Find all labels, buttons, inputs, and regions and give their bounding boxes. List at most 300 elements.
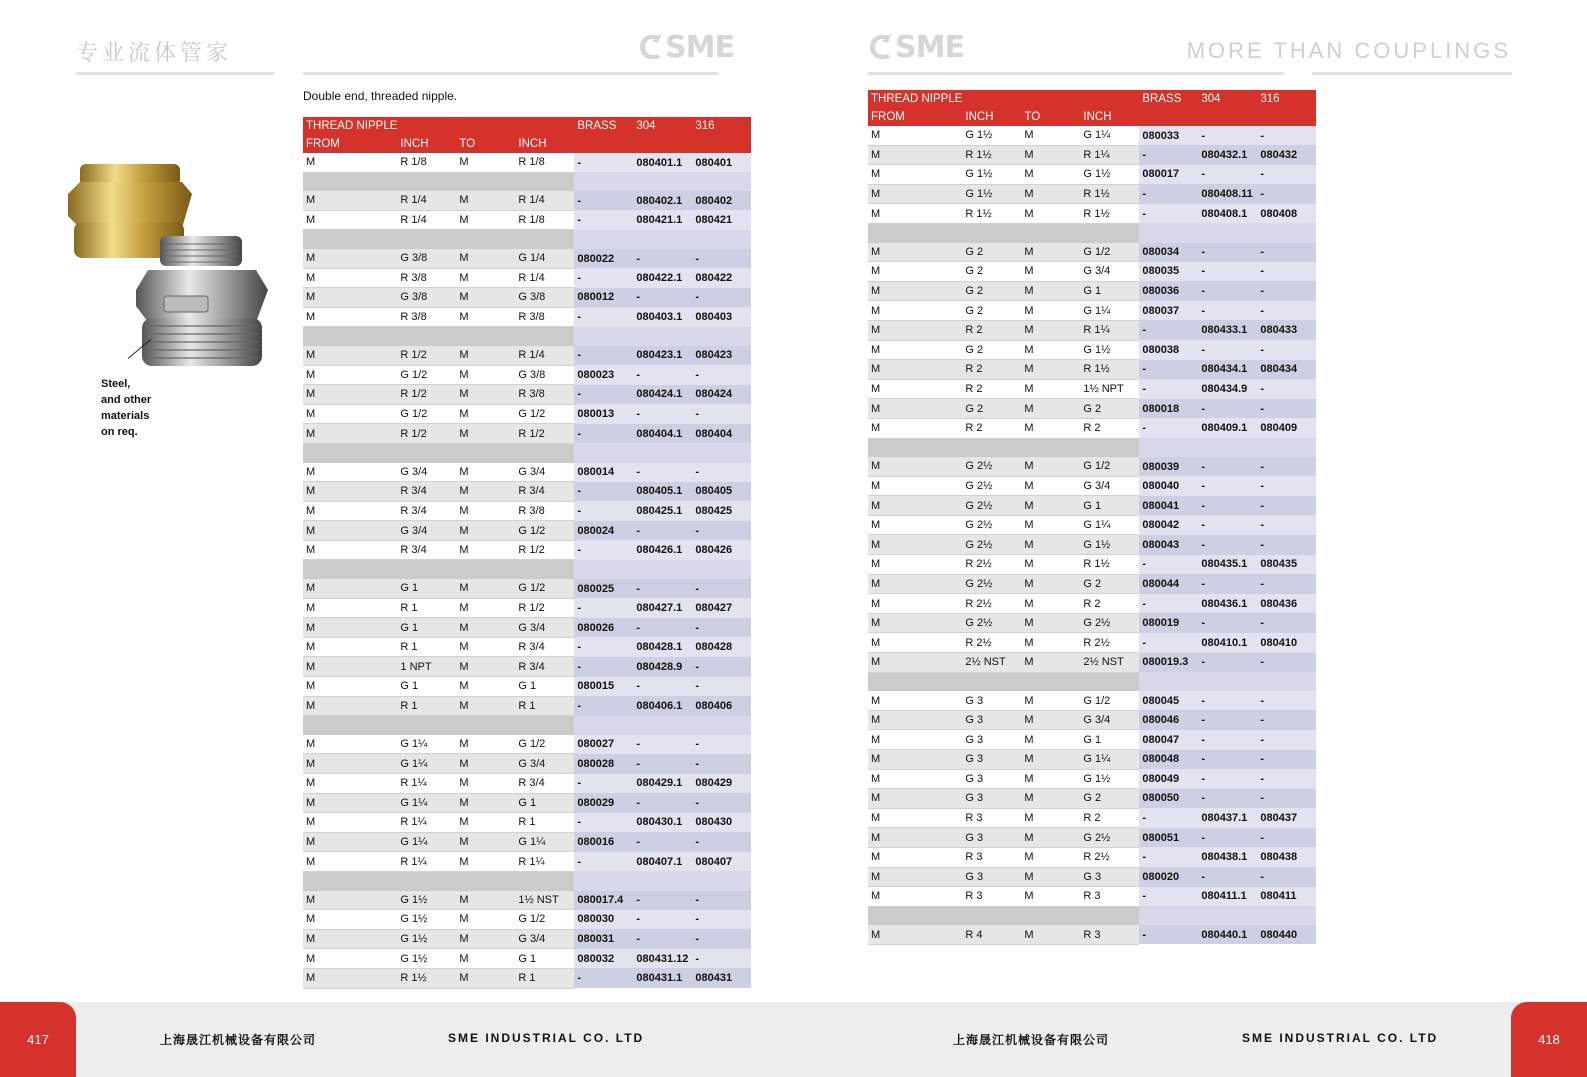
- table-cell: -: [633, 618, 692, 638]
- table-cell: [515, 327, 574, 346]
- table-cell: -: [633, 677, 692, 697]
- table-cell: R 1¼: [1080, 145, 1139, 165]
- table-row: [303, 424, 751, 444]
- table-cell: G 2: [1080, 574, 1139, 594]
- table-cell: M: [303, 424, 397, 444]
- table-cell: G 1/2: [515, 910, 574, 930]
- table-cell: M: [1021, 204, 1080, 224]
- table-cell: 080408.11: [1198, 184, 1257, 204]
- table-cell: M: [1021, 457, 1080, 476]
- table-row: [303, 968, 751, 988]
- table-cell: -: [1198, 730, 1257, 750]
- table-cell: 080017.4: [574, 891, 633, 910]
- table-cell: -: [574, 482, 633, 502]
- table-cell: M: [303, 968, 397, 988]
- table-cell: M: [303, 774, 397, 794]
- table-cell: R 1/2: [397, 385, 456, 405]
- table-cell: [515, 443, 574, 462]
- table-cell: M: [303, 910, 397, 930]
- table-cell: G 1½: [397, 949, 456, 969]
- table-cell: 080435: [1257, 555, 1316, 575]
- table-header-cell: THREAD NIPPLE: [868, 90, 962, 108]
- table-cell: [1139, 223, 1198, 242]
- table-cell: -: [574, 501, 633, 521]
- table-cell: 080436: [1257, 594, 1316, 614]
- table-cell: M: [456, 968, 515, 988]
- table-row: [868, 243, 1316, 262]
- table-cell: [397, 716, 456, 735]
- table-cell: [574, 560, 633, 579]
- table-header-cell: 304: [1198, 90, 1257, 108]
- table-cell: G 3/4: [515, 754, 574, 774]
- table-cell: M: [456, 501, 515, 521]
- table-cell: G 1¼: [1080, 515, 1139, 535]
- table-cell: [1257, 906, 1316, 925]
- table-cell: M: [1021, 301, 1080, 321]
- table-header-cell: [1080, 90, 1139, 108]
- table-cell: 080024: [574, 521, 633, 541]
- table-cell: -: [692, 579, 751, 598]
- table-header-cell: INCH: [1080, 108, 1139, 126]
- table-cell: [868, 906, 962, 925]
- table-cell: -: [1257, 535, 1316, 555]
- table-cell: [692, 172, 751, 191]
- table-cell: G 3: [962, 691, 1021, 710]
- logo-right: [868, 30, 964, 64]
- table-cell: R 2: [962, 418, 1021, 438]
- table-cell: M: [868, 476, 962, 496]
- table-cell: 080027: [574, 735, 633, 754]
- table-cell: [456, 716, 515, 735]
- table-row: [868, 360, 1316, 380]
- table-cell: 080040: [1139, 476, 1198, 496]
- table-cell: G 1½: [397, 929, 456, 949]
- table-row: [868, 769, 1316, 789]
- table-row: [868, 847, 1316, 867]
- table-cell: M: [456, 657, 515, 677]
- table-cell: G 2½: [1080, 828, 1139, 848]
- table-row: [303, 637, 751, 657]
- table-cell: -: [633, 754, 692, 774]
- table-cell: R 1½: [962, 145, 1021, 165]
- table-cell: [515, 172, 574, 191]
- table-cell: M: [1021, 535, 1080, 555]
- table-cell: M: [303, 637, 397, 657]
- table-header-row: [868, 108, 1316, 126]
- table-cell: [515, 716, 574, 735]
- table-cell: M: [1021, 574, 1080, 594]
- table-cell: 080438: [1257, 847, 1316, 867]
- table-cell: -: [1257, 262, 1316, 282]
- table-cell: -: [1257, 165, 1316, 185]
- table-cell: -: [633, 735, 692, 754]
- table-cell: 080424: [692, 385, 751, 405]
- table-cell: R 1¼: [397, 813, 456, 833]
- table-cell: R 3/4: [515, 657, 574, 677]
- table-row: [303, 657, 751, 677]
- table-cell: R 1/2: [397, 424, 456, 444]
- table-cell: M: [456, 929, 515, 949]
- table-cell: -: [692, 404, 751, 424]
- table-cell: M: [456, 365, 515, 385]
- table-spacer-row: [303, 230, 751, 249]
- table-cell: G 2½: [962, 535, 1021, 555]
- table-cell: M: [868, 496, 962, 516]
- footer-company-cn-left: 上海晟江机械设备有限公司: [160, 1033, 317, 1047]
- table-cell: [303, 560, 397, 579]
- table-cell: 080403: [692, 307, 751, 327]
- table-header-cell: TO: [456, 135, 515, 153]
- table-cell: 080405: [692, 482, 751, 502]
- table-cell: 080437.1: [1198, 808, 1257, 828]
- table-cell: M: [303, 949, 397, 969]
- table-cell: -: [1257, 340, 1316, 360]
- table-cell: M: [303, 365, 397, 385]
- table-cell: 080432.1: [1198, 145, 1257, 165]
- table-row: [868, 653, 1316, 673]
- table-cell: 080427.1: [633, 598, 692, 618]
- logo-left: [638, 30, 734, 64]
- table-cell: G 3: [962, 769, 1021, 789]
- table-cell: G 2½: [962, 496, 1021, 516]
- table-cell: M: [456, 754, 515, 774]
- table-cell: 080408: [1257, 204, 1316, 224]
- table-cell: -: [1257, 457, 1316, 476]
- table-cell: [515, 871, 574, 890]
- table-cell: -: [692, 677, 751, 697]
- table-cell: 080426.1: [633, 540, 692, 560]
- table-cell: [303, 230, 397, 249]
- table-cell: M: [868, 262, 962, 282]
- table-cell: G 3/4: [397, 521, 456, 541]
- table-cell: G 3/4: [1080, 710, 1139, 730]
- table-cell: -: [633, 793, 692, 813]
- table-cell: G 1: [397, 579, 456, 598]
- table-cell: [633, 172, 692, 191]
- table-cell: G 1¼: [1080, 301, 1139, 321]
- product-subtitle: Double end, threaded nipple.: [303, 89, 458, 103]
- table-cell: M: [868, 867, 962, 887]
- table-cell: -: [574, 210, 633, 230]
- table-cell: 080424.1: [633, 385, 692, 405]
- table-cell: M: [1021, 691, 1080, 710]
- table-row: [303, 852, 751, 872]
- table-cell: M: [456, 852, 515, 872]
- table-cell: G 1: [515, 677, 574, 697]
- table-cell: R 3/4: [515, 774, 574, 794]
- table-cell: -: [1198, 535, 1257, 555]
- table-cell: R 1: [515, 968, 574, 988]
- table-row: [303, 929, 751, 949]
- table-row: [303, 404, 751, 424]
- table-cell: 080411.1: [1198, 887, 1257, 907]
- table-cell: -: [1198, 574, 1257, 594]
- table-row: [303, 754, 751, 774]
- table-cell: G 1: [515, 793, 574, 813]
- table-cell: G 2½: [962, 515, 1021, 535]
- table-cell: G 2½: [962, 457, 1021, 476]
- table-spacer-row: [303, 327, 751, 346]
- table-cell: M: [456, 288, 515, 308]
- nipple-table-right: [868, 90, 1316, 945]
- table-cell: R 2: [1080, 808, 1139, 828]
- table-header-cell: [633, 135, 692, 153]
- table-cell: M: [303, 540, 397, 560]
- table-cell: [515, 230, 574, 249]
- table-cell: M: [868, 515, 962, 535]
- table-cell: M: [868, 535, 962, 555]
- table-cell: 080410: [1257, 633, 1316, 653]
- table-cell: G 2: [1080, 789, 1139, 809]
- table-cell: M: [456, 210, 515, 230]
- table-row: [868, 710, 1316, 730]
- table-cell: [574, 871, 633, 890]
- table-cell: M: [456, 385, 515, 405]
- table-cell: M: [868, 340, 962, 360]
- table-cell: [574, 172, 633, 191]
- table-cell: -: [1198, 457, 1257, 476]
- table-header-cell: [1139, 108, 1198, 126]
- table-header-cell: INCH: [397, 135, 456, 153]
- table-cell: 080030: [574, 910, 633, 930]
- table-cell: M: [1021, 340, 1080, 360]
- table-cell: 080434.9: [1198, 379, 1257, 399]
- table-cell: G 3/4: [515, 929, 574, 949]
- table-cell: R 2: [962, 379, 1021, 399]
- table-cell: -: [1139, 808, 1198, 828]
- table-cell: M: [868, 379, 962, 399]
- table-cell: [456, 230, 515, 249]
- header-rule-right-2: [1312, 72, 1512, 75]
- table-cell: M: [303, 482, 397, 502]
- table-cell: 080035: [1139, 262, 1198, 282]
- table-cell: M: [303, 793, 397, 813]
- table-cell: G 1/2: [397, 365, 456, 385]
- table-cell: G 1/2: [1080, 243, 1139, 262]
- table-cell: -: [692, 910, 751, 930]
- header-slogan-cn: 专业流体管家: [76, 41, 233, 66]
- table-cell: -: [1198, 165, 1257, 185]
- table-cell: M: [1021, 633, 1080, 653]
- table-cell: M: [1021, 769, 1080, 789]
- table-cell: M: [1021, 281, 1080, 301]
- table-spacer-row: [303, 443, 751, 462]
- table-cell: G 1: [515, 949, 574, 969]
- table-cell: M: [456, 774, 515, 794]
- table-cell: 080407.1: [633, 852, 692, 872]
- table-cell: 080019.3: [1139, 653, 1198, 673]
- table-cell: -: [1139, 555, 1198, 575]
- table-cell: [633, 230, 692, 249]
- table-row: [868, 574, 1316, 594]
- table-cell: R 3/8: [397, 307, 456, 327]
- table-cell: 080433.1: [1198, 320, 1257, 340]
- table-cell: R 3/4: [397, 501, 456, 521]
- table-cell: [692, 230, 751, 249]
- table-cell: [1198, 438, 1257, 457]
- table-cell: -: [692, 891, 751, 910]
- table-cell: 080405.1: [633, 482, 692, 502]
- table-cell: R 1/2: [515, 540, 574, 560]
- table-spacer-row: [868, 672, 1316, 691]
- table-cell: G 1: [1080, 281, 1139, 301]
- table-cell: M: [456, 891, 515, 910]
- table-cell: R 1: [397, 637, 456, 657]
- table-cell: M: [456, 153, 515, 172]
- table-cell: M: [303, 657, 397, 677]
- table-cell: 080433: [1257, 320, 1316, 340]
- table-cell: M: [303, 307, 397, 327]
- table-cell: -: [1139, 418, 1198, 438]
- table-cell: 080012: [574, 288, 633, 308]
- table-cell: M: [303, 268, 397, 288]
- table-cell: M: [1021, 653, 1080, 673]
- table-cell: [574, 443, 633, 462]
- table-cell: -: [574, 774, 633, 794]
- table-cell: G 2½: [962, 476, 1021, 496]
- table-cell: 080029: [574, 793, 633, 813]
- table-cell: -: [1139, 360, 1198, 380]
- table-cell: -: [1257, 769, 1316, 789]
- table-cell: M: [868, 281, 962, 301]
- table-cell: M: [303, 735, 397, 754]
- table-cell: 080038: [1139, 340, 1198, 360]
- table-cell: -: [633, 249, 692, 268]
- table-cell: G 3/4: [515, 618, 574, 638]
- table-cell: R 3/8: [397, 268, 456, 288]
- table-cell: M: [456, 346, 515, 365]
- table-cell: 080014: [574, 463, 633, 482]
- table-cell: R 1/8: [515, 153, 574, 172]
- page-number-left: 417: [0, 1002, 76, 1077]
- table-cell: G 1½: [962, 184, 1021, 204]
- logo-text: SME: [665, 29, 734, 65]
- table-cell: [397, 871, 456, 890]
- table-cell: -: [1198, 710, 1257, 730]
- table-cell: M: [868, 204, 962, 224]
- table-cell: G 3: [1080, 867, 1139, 887]
- table-cell: -: [574, 268, 633, 288]
- table-cell: M: [868, 574, 962, 594]
- material-note-line: on req.: [101, 426, 138, 438]
- table-cell: -: [1257, 574, 1316, 594]
- logo-text: SME: [895, 29, 964, 65]
- footer-company-cn-right: 上海晟江机械设备有限公司: [953, 1033, 1110, 1047]
- table-cell: M: [1021, 184, 1080, 204]
- table-cell: [1198, 223, 1257, 242]
- table-header-cell: BRASS: [1139, 90, 1198, 108]
- table-cell: M: [456, 598, 515, 618]
- table-cell: [1021, 438, 1080, 457]
- table-cell: G 1/2: [1080, 691, 1139, 710]
- table-cell: 2½ NST: [962, 653, 1021, 673]
- table-header-cell: INCH: [515, 135, 574, 153]
- table-cell: M: [868, 653, 962, 673]
- table-cell: G 1/2: [515, 521, 574, 541]
- table-cell: M: [868, 399, 962, 419]
- table-cell: M: [456, 463, 515, 482]
- table-cell: R 1½: [1080, 184, 1139, 204]
- table-cell: -: [1257, 653, 1316, 673]
- table-cell: M: [303, 813, 397, 833]
- table-cell: 080016: [574, 832, 633, 852]
- table-cell: [574, 716, 633, 735]
- table-cell: 080043: [1139, 535, 1198, 555]
- table-cell: 080036: [1139, 281, 1198, 301]
- table-cell: R 3: [962, 847, 1021, 867]
- table-cell: G 1: [397, 677, 456, 697]
- table-row: [303, 385, 751, 405]
- table-cell: [962, 438, 1021, 457]
- table-cell: 080421: [692, 210, 751, 230]
- table-cell: [303, 443, 397, 462]
- table-row: [303, 482, 751, 502]
- table-row: [303, 949, 751, 969]
- table-cell: R 1/4: [397, 191, 456, 210]
- table-cell: 2½ NST: [1080, 653, 1139, 673]
- table-row: [303, 365, 751, 385]
- table-cell: G 1/2: [515, 735, 574, 754]
- table-cell: -: [1257, 126, 1316, 145]
- table-row: [303, 501, 751, 521]
- table-cell: G 1½: [1080, 340, 1139, 360]
- table-cell: G 2: [1080, 399, 1139, 419]
- table-cell: 080428: [692, 637, 751, 657]
- table-cell: M: [456, 910, 515, 930]
- table-cell: G 3: [962, 710, 1021, 730]
- table-cell: R 2: [962, 320, 1021, 340]
- table-cell: M: [868, 730, 962, 750]
- table-header-cell: [515, 117, 574, 135]
- table-row: [868, 165, 1316, 185]
- table-cell: 080019: [1139, 613, 1198, 633]
- table-cell: M: [1021, 808, 1080, 828]
- table-cell: -: [574, 813, 633, 833]
- table-cell: [1080, 672, 1139, 691]
- table-spacer-row: [868, 223, 1316, 242]
- table-cell: M: [456, 540, 515, 560]
- table-cell: 080051: [1139, 828, 1198, 848]
- table-row: [868, 925, 1316, 944]
- table-cell: -: [1198, 496, 1257, 516]
- table-cell: R 1: [515, 813, 574, 833]
- table-row: [303, 288, 751, 308]
- table-cell: M: [1021, 828, 1080, 848]
- table-cell: M: [1021, 555, 1080, 575]
- table-cell: -: [1257, 399, 1316, 419]
- table-row: [303, 153, 751, 172]
- table-cell: M: [868, 301, 962, 321]
- table-cell: M: [456, 482, 515, 502]
- table-row: [868, 867, 1316, 887]
- table-cell: M: [1021, 320, 1080, 340]
- table-cell: R 1½: [1080, 555, 1139, 575]
- table-cell: 080426: [692, 540, 751, 560]
- table-cell: -: [1198, 789, 1257, 809]
- table-cell: 080022: [574, 249, 633, 268]
- table-cell: M: [1021, 730, 1080, 750]
- table-cell: M: [456, 637, 515, 657]
- table-row: [868, 730, 1316, 750]
- table-cell: [633, 327, 692, 346]
- table-cell: -: [633, 463, 692, 482]
- table-cell: -: [692, 929, 751, 949]
- table-cell: R 1½: [397, 968, 456, 988]
- table-cell: R 1½: [1080, 360, 1139, 380]
- table-cell: M: [456, 793, 515, 813]
- table-cell: 080023: [574, 365, 633, 385]
- table-cell: [1198, 672, 1257, 691]
